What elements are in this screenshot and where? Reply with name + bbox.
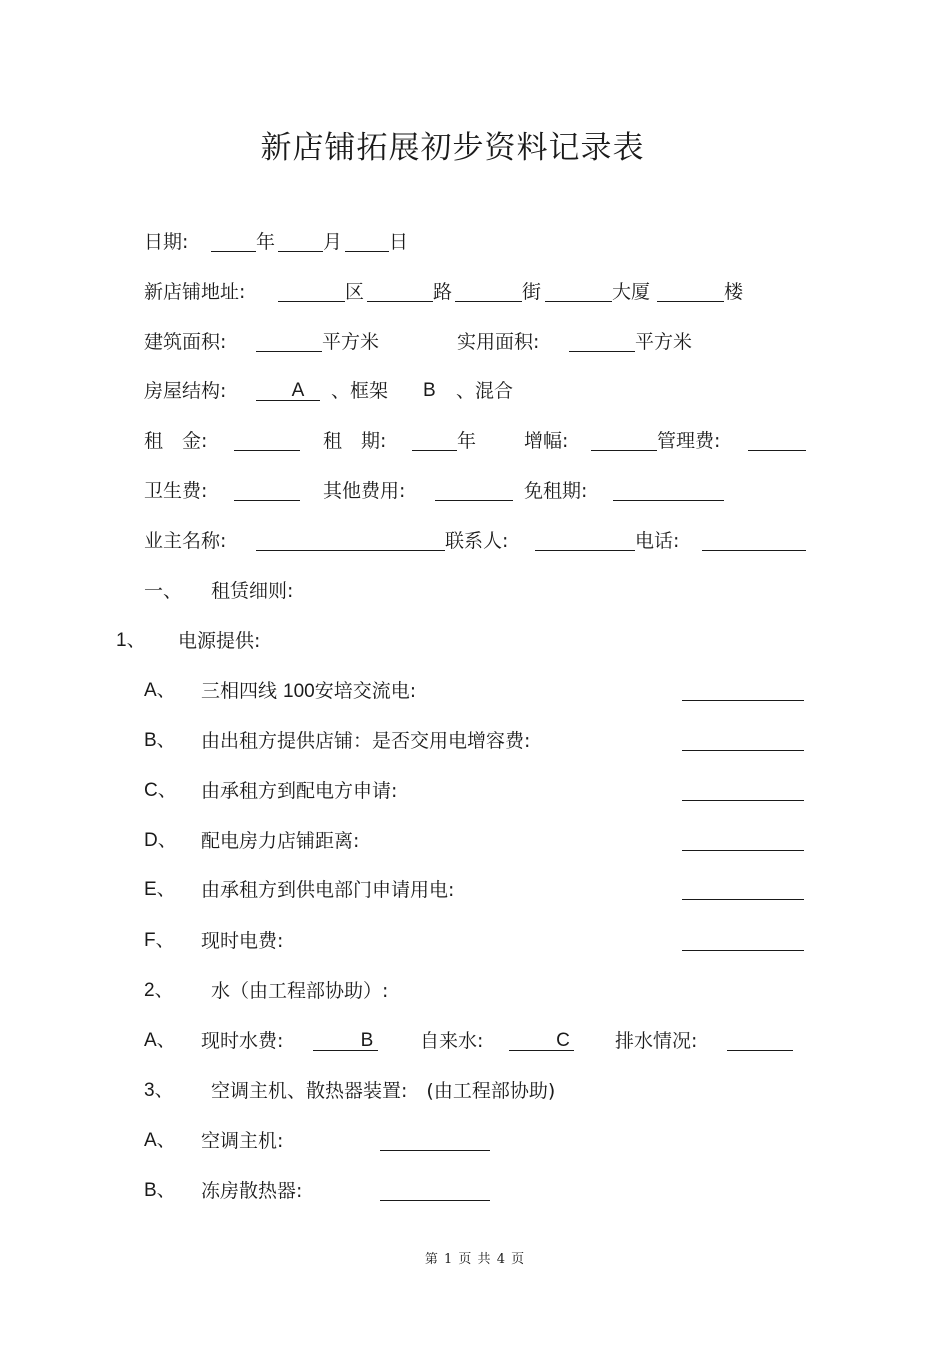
aircon-item-b — [0, 1176, 950, 1206]
month-label: 月 — [323, 231, 343, 253]
street-field[interactable] — [455, 301, 522, 302]
item-key: B、 — [144, 730, 176, 751]
increase-label: 增幅: — [524, 430, 569, 452]
structure-b-value: B — [423, 380, 436, 401]
power-heading: 电源提供: — [178, 630, 261, 652]
structure-a-value: A — [291, 380, 305, 401]
district-field[interactable] — [278, 301, 345, 302]
item-text: 三相四线 100安培交流电: — [201, 680, 417, 702]
power-number: 1、 — [116, 630, 146, 651]
management-fee-label: 管理费: — [657, 430, 721, 452]
built-area-label: 建筑面积: — [144, 331, 227, 353]
tap-water-label: 自来水: — [420, 1030, 484, 1052]
footer-prefix: 第 — [424, 1252, 439, 1267]
water-heading-row — [0, 976, 950, 1006]
owner-name-field[interactable] — [256, 550, 445, 551]
phone-field[interactable] — [702, 550, 806, 551]
water-item-a — [0, 1026, 950, 1056]
day-field[interactable] — [345, 251, 389, 252]
month-field[interactable] — [278, 251, 323, 252]
contact-field[interactable] — [535, 550, 635, 551]
drainage-field[interactable] — [727, 1050, 793, 1051]
street-label: 街 — [522, 281, 542, 303]
date-label: 日期: — [144, 231, 189, 253]
item-key: F、 — [144, 930, 175, 951]
floor-label: 楼 — [724, 281, 744, 303]
item-key: A、 — [144, 1030, 176, 1051]
district-label: 区 — [345, 281, 365, 303]
footer-mid: 页 共 — [458, 1252, 492, 1267]
address-row — [0, 277, 950, 307]
year-label: 年 — [256, 231, 276, 253]
owner-row — [0, 526, 950, 556]
contact-label: 联系人: — [445, 530, 509, 552]
item-key: B、 — [144, 1180, 176, 1201]
footer-total-pages: 4 — [496, 1252, 506, 1267]
power-item-b — [0, 726, 950, 756]
water-fee-label: 现时水费: — [201, 1030, 284, 1052]
section-lease-terms — [0, 576, 950, 606]
tap-water-value: C — [556, 1030, 570, 1051]
aircon-heading-row — [0, 1076, 950, 1106]
item-text: 由承租方到配电方申请: — [201, 780, 398, 802]
item-key: D、 — [144, 830, 177, 851]
address-label: 新店铺地址: — [144, 281, 246, 303]
owner-name-label: 业主名称: — [144, 530, 227, 552]
structure-row — [0, 376, 950, 406]
power-item-f — [0, 926, 950, 956]
page-footer — [0, 1248, 950, 1267]
water-number: 2、 — [144, 980, 174, 1001]
structure-frame-label: 、框架 — [331, 380, 389, 402]
item-key: C、 — [144, 780, 177, 801]
item-field[interactable] — [682, 750, 804, 751]
road-label: 路 — [433, 281, 453, 303]
item-key: A、 — [144, 1130, 176, 1151]
water-heading: 水（由工程部协助）: — [211, 980, 389, 1002]
power-item-e — [0, 875, 950, 905]
structure-label: 房屋结构: — [144, 380, 227, 402]
built-area-unit: 平方米 — [322, 331, 380, 353]
aircon-number: 3、 — [144, 1080, 174, 1101]
footer-suffix: 页 — [511, 1252, 526, 1267]
management-fee-field[interactable] — [748, 450, 806, 451]
item-field[interactable] — [682, 700, 804, 701]
aircon-heading: 空调主机、散热器装置: (由工程部协助) — [211, 1080, 556, 1102]
day-label: 日 — [389, 231, 409, 253]
item-field[interactable] — [682, 850, 804, 851]
building-label: 大厦 — [612, 281, 651, 303]
increase-field[interactable] — [591, 450, 657, 451]
rent-row — [0, 426, 950, 456]
item-key: E、 — [144, 879, 176, 900]
rent-field[interactable] — [234, 450, 300, 451]
year-field[interactable] — [211, 251, 256, 252]
item-text: 由承租方到供电部门申请用电: — [201, 879, 455, 901]
item-field[interactable] — [380, 1150, 490, 1151]
item-field[interactable] — [380, 1200, 490, 1201]
other-fees-field[interactable] — [435, 500, 513, 501]
power-item-d — [0, 826, 950, 856]
power-item-a — [0, 676, 950, 706]
usable-area-label: 实用面积: — [457, 331, 540, 353]
built-area-field[interactable] — [256, 351, 322, 352]
other-fees-label: 其他费用: — [323, 480, 406, 502]
drainage-label: 排水情况: — [615, 1030, 698, 1052]
term-unit: 年 — [457, 430, 477, 452]
item-text: 空调主机: — [201, 1130, 284, 1152]
structure-mixed-label: 、混合 — [456, 380, 514, 402]
item-field[interactable] — [682, 899, 804, 900]
item-text: 由出租方提供店铺：是否交用电增容费: — [201, 730, 531, 752]
power-heading-row — [0, 626, 950, 656]
item-text: 现时电费: — [201, 930, 284, 952]
rent-free-label: 免租期: — [524, 480, 588, 502]
area-row — [0, 327, 950, 357]
date-row — [0, 227, 950, 257]
rent-label: 租 金: — [144, 430, 208, 452]
item-field[interactable] — [682, 950, 804, 951]
term-field[interactable] — [412, 450, 457, 451]
footer-page-number: 1 — [444, 1252, 454, 1267]
fees-row — [0, 476, 950, 506]
sanitation-fee-label: 卫生费: — [144, 480, 208, 502]
item-key: A、 — [144, 680, 176, 701]
term-label: 租 期: — [323, 430, 387, 452]
item-field[interactable] — [682, 800, 804, 801]
road-field[interactable] — [367, 301, 433, 302]
water-fee-value: B — [360, 1030, 374, 1051]
usable-area-field[interactable] — [569, 351, 635, 352]
sanitation-fee-field[interactable] — [234, 500, 300, 501]
section-heading: 租赁细则: — [211, 580, 294, 602]
rent-free-field[interactable] — [613, 500, 724, 501]
floor-field[interactable] — [657, 301, 724, 302]
phone-label: 电话: — [635, 530, 680, 552]
item-text: 冻房散热器: — [201, 1180, 303, 1202]
item-text: 配电房力店铺距离: — [201, 830, 360, 852]
section-number: 一、 — [144, 580, 183, 602]
page-title: 新店铺拓展初步资料记录表 — [260, 130, 645, 166]
usable-area-unit: 平方米 — [635, 331, 693, 353]
building-field[interactable] — [545, 301, 612, 302]
power-item-c — [0, 776, 950, 806]
aircon-item-a — [0, 1126, 950, 1156]
